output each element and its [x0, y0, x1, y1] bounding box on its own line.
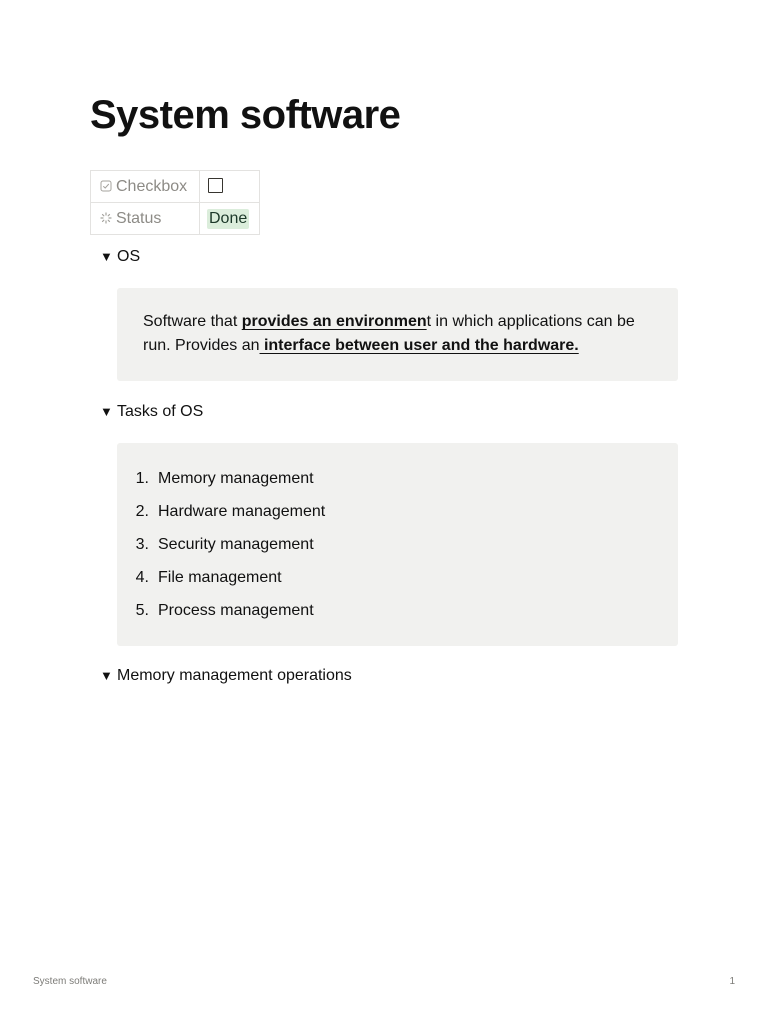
toggle-arrow-icon[interactable]: ▼ [100, 668, 113, 683]
os-description [117, 288, 678, 380]
toggle-heading-memory: Memory management operations [117, 667, 352, 684]
tasks-list [117, 443, 678, 632]
status-badge[interactable]: Done [209, 209, 248, 227]
list-item-label: Security management [158, 536, 314, 553]
property-name-status [91, 203, 200, 235]
text-segment: t in which applications can be run. Provides an [143, 313, 635, 354]
property-row-checkbox [91, 171, 260, 203]
os-callout [117, 288, 678, 381]
footer-title: System software [33, 976, 107, 987]
list-number: 3. [135, 536, 149, 553]
properties-table [90, 170, 260, 235]
list-item [117, 566, 678, 599]
list-item [117, 533, 678, 566]
toggle-memory-management-operations[interactable] [100, 666, 352, 686]
list-item-label: File management [158, 569, 282, 586]
page-title: System software [90, 93, 401, 137]
property-name-checkbox [91, 171, 200, 203]
property-value-checkbox[interactable] [200, 171, 260, 203]
property-row-status [91, 203, 260, 235]
status-property-icon [100, 212, 112, 224]
list-item-label: Process management [158, 602, 314, 619]
toggle-heading-tasks: Tasks of OS [117, 403, 204, 420]
list-number: 2. [135, 503, 149, 520]
toggle-heading-os: OS [117, 248, 141, 265]
toggle-tasks-of-os[interactable] [100, 402, 203, 422]
toggle-arrow-icon[interactable]: ▼ [100, 404, 113, 419]
list-item [117, 599, 678, 632]
toggle-os[interactable] [100, 247, 140, 267]
property-label: Checkbox [116, 177, 188, 195]
list-number: 1. [135, 470, 149, 487]
text-segment: Software that [143, 313, 242, 330]
checkbox-toggle[interactable] [208, 178, 223, 193]
page-number: 1 [729, 976, 735, 987]
list-number: 4. [135, 569, 149, 586]
list-item [117, 500, 678, 533]
bold-text-segment: interface between user and the hardware. [259, 337, 579, 354]
list-item-label: Hardware management [158, 503, 326, 520]
property-label: Status [116, 209, 162, 227]
bold-text-segment: provides an environmen [241, 313, 427, 330]
tasks-callout [117, 443, 678, 646]
list-number: 5. [135, 602, 149, 619]
list-item-label: Memory management [158, 470, 314, 487]
list-item [117, 467, 678, 500]
checkbox-property-icon [100, 180, 112, 192]
property-value-status[interactable] [200, 203, 260, 235]
toggle-arrow-icon[interactable]: ▼ [100, 249, 113, 264]
